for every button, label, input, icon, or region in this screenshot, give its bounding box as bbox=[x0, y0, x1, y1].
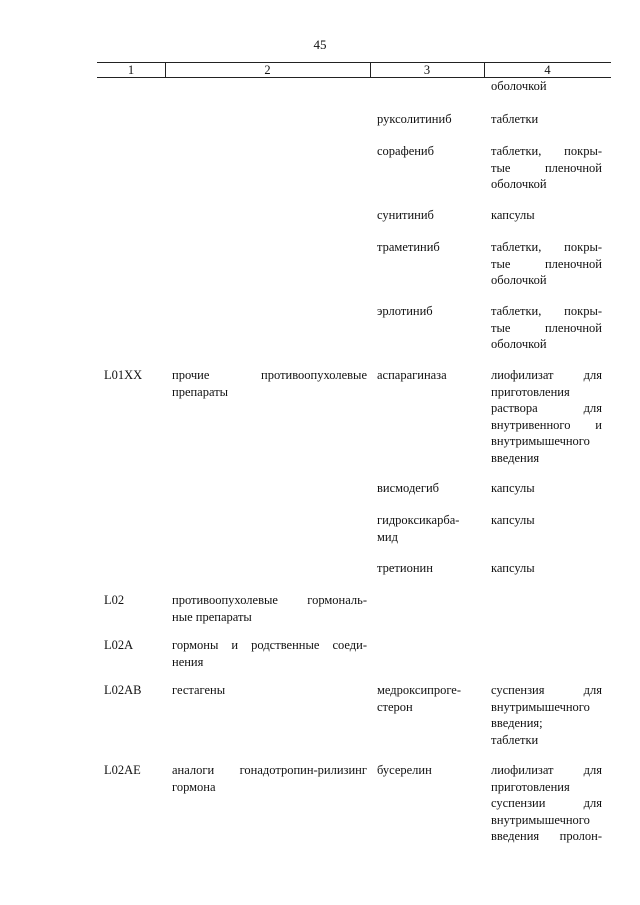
group-name-line: ные препараты bbox=[172, 609, 252, 624]
dosage-form-line: приготовления bbox=[491, 384, 570, 399]
drug-name bbox=[377, 560, 482, 577]
dosage-form-line: внутривенного и bbox=[491, 417, 602, 432]
group-name-line: гормоны и родственные соеди- bbox=[172, 638, 367, 652]
dosage-form-line: оболочкой bbox=[491, 337, 547, 351]
group-name-line: аналоги гонадотропин-рилизинг bbox=[172, 763, 367, 777]
drug-name-line: третионин bbox=[377, 561, 433, 575]
dosage-form bbox=[491, 560, 602, 577]
dosage-form bbox=[491, 367, 602, 466]
drug-name bbox=[377, 762, 482, 779]
atc-code: L02A bbox=[104, 638, 134, 652]
drug-name-line: гидроксикарба- bbox=[377, 513, 460, 527]
drug-name bbox=[377, 143, 482, 160]
header-col-2: 2 bbox=[264, 63, 271, 77]
group-name-line: прочие противоопухолевые bbox=[172, 368, 367, 382]
atc-code: L02 bbox=[104, 593, 125, 607]
drug-name bbox=[377, 303, 482, 320]
drug-name bbox=[377, 512, 482, 545]
drug-name bbox=[377, 682, 482, 715]
dosage-form-line: лиофилизат для bbox=[491, 763, 602, 777]
header-col-3: 3 bbox=[423, 63, 431, 77]
carry-over-text: оболочкой bbox=[491, 79, 547, 93]
dosage-form-line: суспензии для bbox=[491, 796, 602, 810]
dosage-form bbox=[491, 480, 602, 497]
dosage-form-line: капсулы bbox=[491, 208, 535, 222]
dosage-form-line: капсулы bbox=[491, 561, 535, 575]
group-name bbox=[172, 592, 367, 625]
dosage-form-line: тые пленочной bbox=[491, 320, 602, 335]
atc-code: L02AE bbox=[104, 763, 141, 777]
dosage-form-line: капсулы bbox=[491, 513, 535, 527]
dosage-form-line: таблетки bbox=[491, 112, 539, 126]
dosage-form-line: раствора для bbox=[491, 401, 602, 415]
dosage-form bbox=[491, 207, 602, 224]
group-name bbox=[172, 367, 367, 400]
dosage-form-line: таблетки, покры- bbox=[491, 304, 602, 318]
dosage-form-line: таблетки bbox=[491, 732, 539, 747]
header-col-4: 4 bbox=[544, 63, 551, 77]
drug-name-line: сунитиниб bbox=[377, 208, 434, 222]
drug-name bbox=[377, 111, 482, 128]
dosage-form-line: оболочкой bbox=[491, 273, 547, 287]
group-name bbox=[172, 637, 367, 670]
dosage-form-line: внутримышечного bbox=[491, 812, 590, 827]
group-name-line: гормона bbox=[172, 779, 216, 794]
drug-name-line: медроксипроге- bbox=[377, 683, 462, 697]
drug-name bbox=[377, 207, 482, 224]
drug-name-line: траметиниб bbox=[377, 240, 440, 254]
dosage-form bbox=[491, 303, 602, 353]
drug-name-line: аспарагиназа bbox=[377, 368, 447, 382]
group-name bbox=[172, 762, 367, 795]
group-name bbox=[172, 682, 367, 699]
drug-name bbox=[377, 239, 482, 256]
drug-name-line: висмодегиб bbox=[377, 481, 440, 495]
dosage-form-line: внутримышечного bbox=[491, 434, 590, 448]
dosage-form bbox=[491, 111, 602, 128]
page-number: 45 bbox=[313, 37, 327, 52]
dosage-form-line: введения bbox=[491, 450, 540, 465]
dosage-form bbox=[491, 512, 602, 529]
dosage-form bbox=[491, 143, 602, 193]
dosage-form-line: таблетки, покры- bbox=[491, 240, 602, 254]
header-col-1: 1 bbox=[127, 63, 135, 77]
dosage-form-line: таблетки, покры- bbox=[491, 144, 602, 158]
group-name-line: противоопухолевые гормональ- bbox=[172, 593, 367, 607]
group-name-line: нения bbox=[172, 654, 204, 669]
drug-name-line: мид bbox=[377, 529, 398, 544]
drug-name bbox=[377, 367, 482, 384]
dosage-form bbox=[491, 239, 602, 289]
dosage-form-line: тые пленочной bbox=[491, 160, 602, 175]
dosage-form bbox=[491, 682, 602, 748]
drug-name bbox=[377, 480, 482, 497]
dosage-form-line: суспензия для bbox=[491, 683, 602, 697]
table-header bbox=[97, 62, 611, 78]
dosage-form-line: внутримышечного bbox=[491, 699, 590, 714]
atc-code: L02AB bbox=[104, 683, 142, 697]
dosage-form-line: приготовления bbox=[491, 779, 570, 794]
drug-name-line: стерон bbox=[377, 699, 413, 714]
dosage-form-line: тые пленочной bbox=[491, 256, 602, 271]
dosage-form-line: лиофилизат для bbox=[491, 368, 602, 382]
drug-name-line: руксолитиниб bbox=[377, 112, 452, 126]
group-name-line: препараты bbox=[172, 384, 229, 399]
dosage-form-line: введения пролон- bbox=[491, 829, 602, 843]
dosage-form-line: оболочкой bbox=[491, 177, 547, 191]
dosage-form-line: введения; bbox=[491, 716, 543, 730]
dosage-form-line: капсулы bbox=[491, 481, 535, 495]
atc-code: L01XX bbox=[104, 368, 143, 382]
drug-name-line: эрлотиниб bbox=[377, 304, 433, 318]
drug-name-line: бусерелин bbox=[377, 763, 432, 777]
dosage-form bbox=[491, 762, 602, 845]
group-name-line: гестагены bbox=[172, 683, 226, 697]
drug-name-line: сорафениб bbox=[377, 144, 434, 158]
